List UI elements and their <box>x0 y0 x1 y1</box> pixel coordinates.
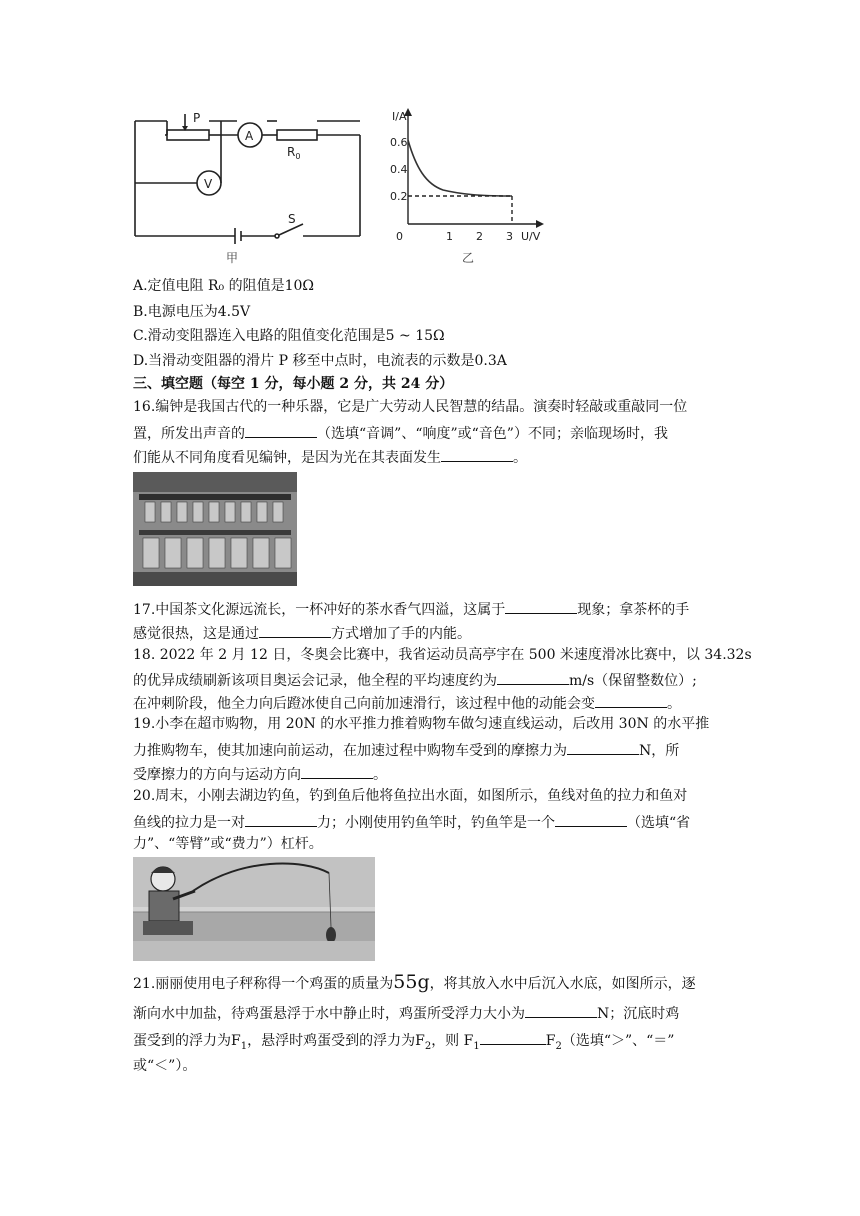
answer-blank[interactable] <box>555 810 627 827</box>
graph-caption: 乙 <box>462 251 475 265</box>
option-d: D.当滑动变阻器的滑片 P 移至中点时，电流表的示数是0.3A <box>133 353 507 369</box>
rheostat-label: P <box>193 111 201 125</box>
q20-line1: 20.周末，小刚去湖边钓鱼，钓到鱼后他将鱼拉出水面，如图所示，鱼线对鱼的拉力和鱼对 <box>133 788 688 804</box>
bianzhong-photo <box>133 472 297 586</box>
current-voltage-graph <box>388 106 548 266</box>
y-axis-label: I/A <box>392 110 407 123</box>
answer-blank[interactable] <box>245 421 317 438</box>
q21-line4: 或“＜”）。 <box>133 1058 197 1074</box>
q20-line3: 力”、“等臂”或“费力”）杠杆。 <box>133 836 323 852</box>
circuit-caption: 甲 <box>226 251 239 265</box>
q21-line3: 蛋受到的浮力为$F_1$，悬浮时鸡蛋受到的浮力为$F_2$，则 $F_1$ $F_2$（选填“＞”、“＝” <box>133 1028 674 1057</box>
q21-line2: 渐向水中加盐，待鸡蛋悬浮于水中静止时，鸡蛋所受浮力大小为 N；沉底时鸡 <box>133 1001 679 1024</box>
q17-line1: 17.中国茶文化源远流长，一杯冲好的茶水香气四溢，这属于 现象；拿茶杯的手 <box>133 597 689 620</box>
q16-line1: 16.编钟是我国古代的一种乐器，它是广大劳动人民智慧的结晶。演奏时轻敲或重敲同一位 <box>133 399 688 415</box>
answer-blank[interactable] <box>497 668 569 685</box>
r0-label: $R_0$ <box>287 145 301 161</box>
x-tick-label: 2 <box>476 230 483 243</box>
circuit-diagram <box>125 108 370 268</box>
origin-label: 0 <box>396 230 403 243</box>
answer-blank[interactable] <box>259 621 331 638</box>
q16-line2: 置，所发出声音的 （选填“音调”、“响度”或“音色”）不同；亲临现场时，我 <box>133 421 668 444</box>
ammeter-label: A <box>245 129 254 143</box>
q16-line3: 们能从不同角度看见编钟，是因为光在其表面发生 。 <box>133 445 527 468</box>
q19-line3: 受摩擦力的方向与运动方向 。 <box>133 762 387 785</box>
y-tick-label: 0.4 <box>390 163 408 176</box>
y-tick-label: 0.6 <box>390 136 408 149</box>
current-curve <box>408 140 512 196</box>
section-title: 三、填空题（每空 1 分，每小题 2 分，共 24 分） <box>133 376 454 392</box>
option-a: A.定值电阻 R₀ 的阻值是10Ω <box>133 278 315 294</box>
answer-blank[interactable] <box>301 762 373 779</box>
x-axis-label: U/V <box>521 230 541 243</box>
q20-line2: 鱼线的拉力是一对 力；小刚使用钓鱼竿时，钓鱼竿是一个 （选填“省 <box>133 810 690 833</box>
y-tick-label: 0.2 <box>390 190 408 203</box>
q21-line1: 21.丽丽使用电子秤称得一个鸡蛋的质量为55g，将其放入水中后沉入水底，如图所示，逐 <box>133 971 696 993</box>
voltmeter-label: V <box>204 177 213 191</box>
option-b: B.电源电压为4.5V <box>133 304 251 320</box>
q19-line1: 19.小李在超市购物，用 20N 的水平推力推着购物车做匀速直线运动，后改用 30N 的水平推 <box>133 716 710 732</box>
q18-line2: 的优异成绩刷新该项目奥运会记录，他全程的平均速度约为 m/s（保留整数位）; <box>133 668 697 691</box>
answer-blank[interactable] <box>525 1001 597 1018</box>
switch-label: S <box>288 212 296 226</box>
answer-blank[interactable] <box>480 1028 546 1045</box>
q19-line2: 力推购物车，使其加速向前运动，在加速过程中购物车受到的摩擦力为 N，所 <box>133 738 679 761</box>
answer-blank[interactable] <box>567 738 639 755</box>
option-c: C.滑动变阻器连入电路的阻值变化范围是5 ~ 15Ω <box>133 328 445 344</box>
fishing-picture <box>133 857 375 961</box>
q17-line2: 感觉很热，这是通过 方式增加了手的内能。 <box>133 621 471 644</box>
answer-blank[interactable] <box>505 597 577 614</box>
answer-blank[interactable] <box>441 445 513 462</box>
q18-line3: 在冲刺阶段，他全力向后蹬冰使自己向前加速滑行，该过程中他的动能会变 。 <box>133 691 681 714</box>
x-tick-label: 3 <box>506 230 513 243</box>
answer-blank[interactable] <box>595 691 667 708</box>
answer-blank[interactable] <box>245 810 317 827</box>
x-tick-label: 1 <box>446 230 453 243</box>
q18-line1: 18. 2022 年 2 月 12 日，冬奥会比赛中，我省运动员高亭宇在 500 米速度滑冰比赛中，以 34.32s <box>133 647 752 663</box>
